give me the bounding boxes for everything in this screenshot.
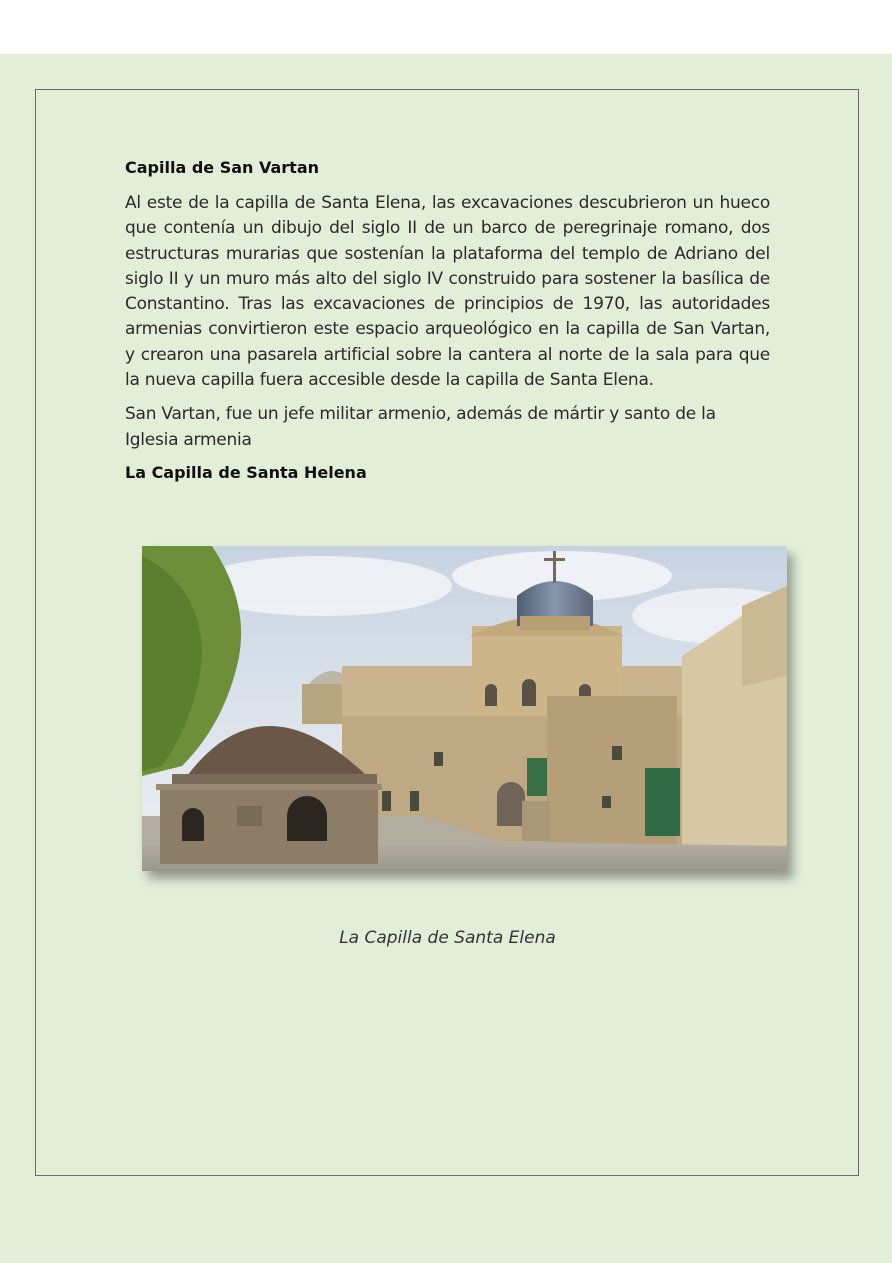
chapel-photo-illustration [142, 546, 787, 871]
document-content [125, 158, 770, 482]
section-heading-santa-helena: La Capilla de Santa Helena [125, 462, 367, 482]
paragraph-san-vartan: San Vartan, fue un jefe militar armenio, además de mártir y santo de la Iglesia armenia [125, 404, 716, 450]
section-heading-san-vartan: Capilla de San Vartan [125, 158, 319, 177]
chapel-photo [142, 546, 787, 871]
figure-caption: La Capilla de Santa Elena [339, 928, 556, 948]
paragraph-excavations: Al este de la capilla de Santa Elena, las excavaciones descubrieron un hueco que contenía un dibujo del siglo II de un barco de peregrinaje romano, dos estructuras murarias que sostenían la plataforma del templo de Adriano del siglo II y un muro más alto del siglo IV construido para sostener la basílica de Constantino. Tras las excavaciones de principios de 1970, las autoridades armenias convirtieron este espacio arqueológico en la capilla de San Vartan, y crearon una pasarela artificial sobre la cantera al norte de la sala para que la nueva capilla fuera accesible desde la capilla de Santa Elena. [125, 193, 770, 391]
